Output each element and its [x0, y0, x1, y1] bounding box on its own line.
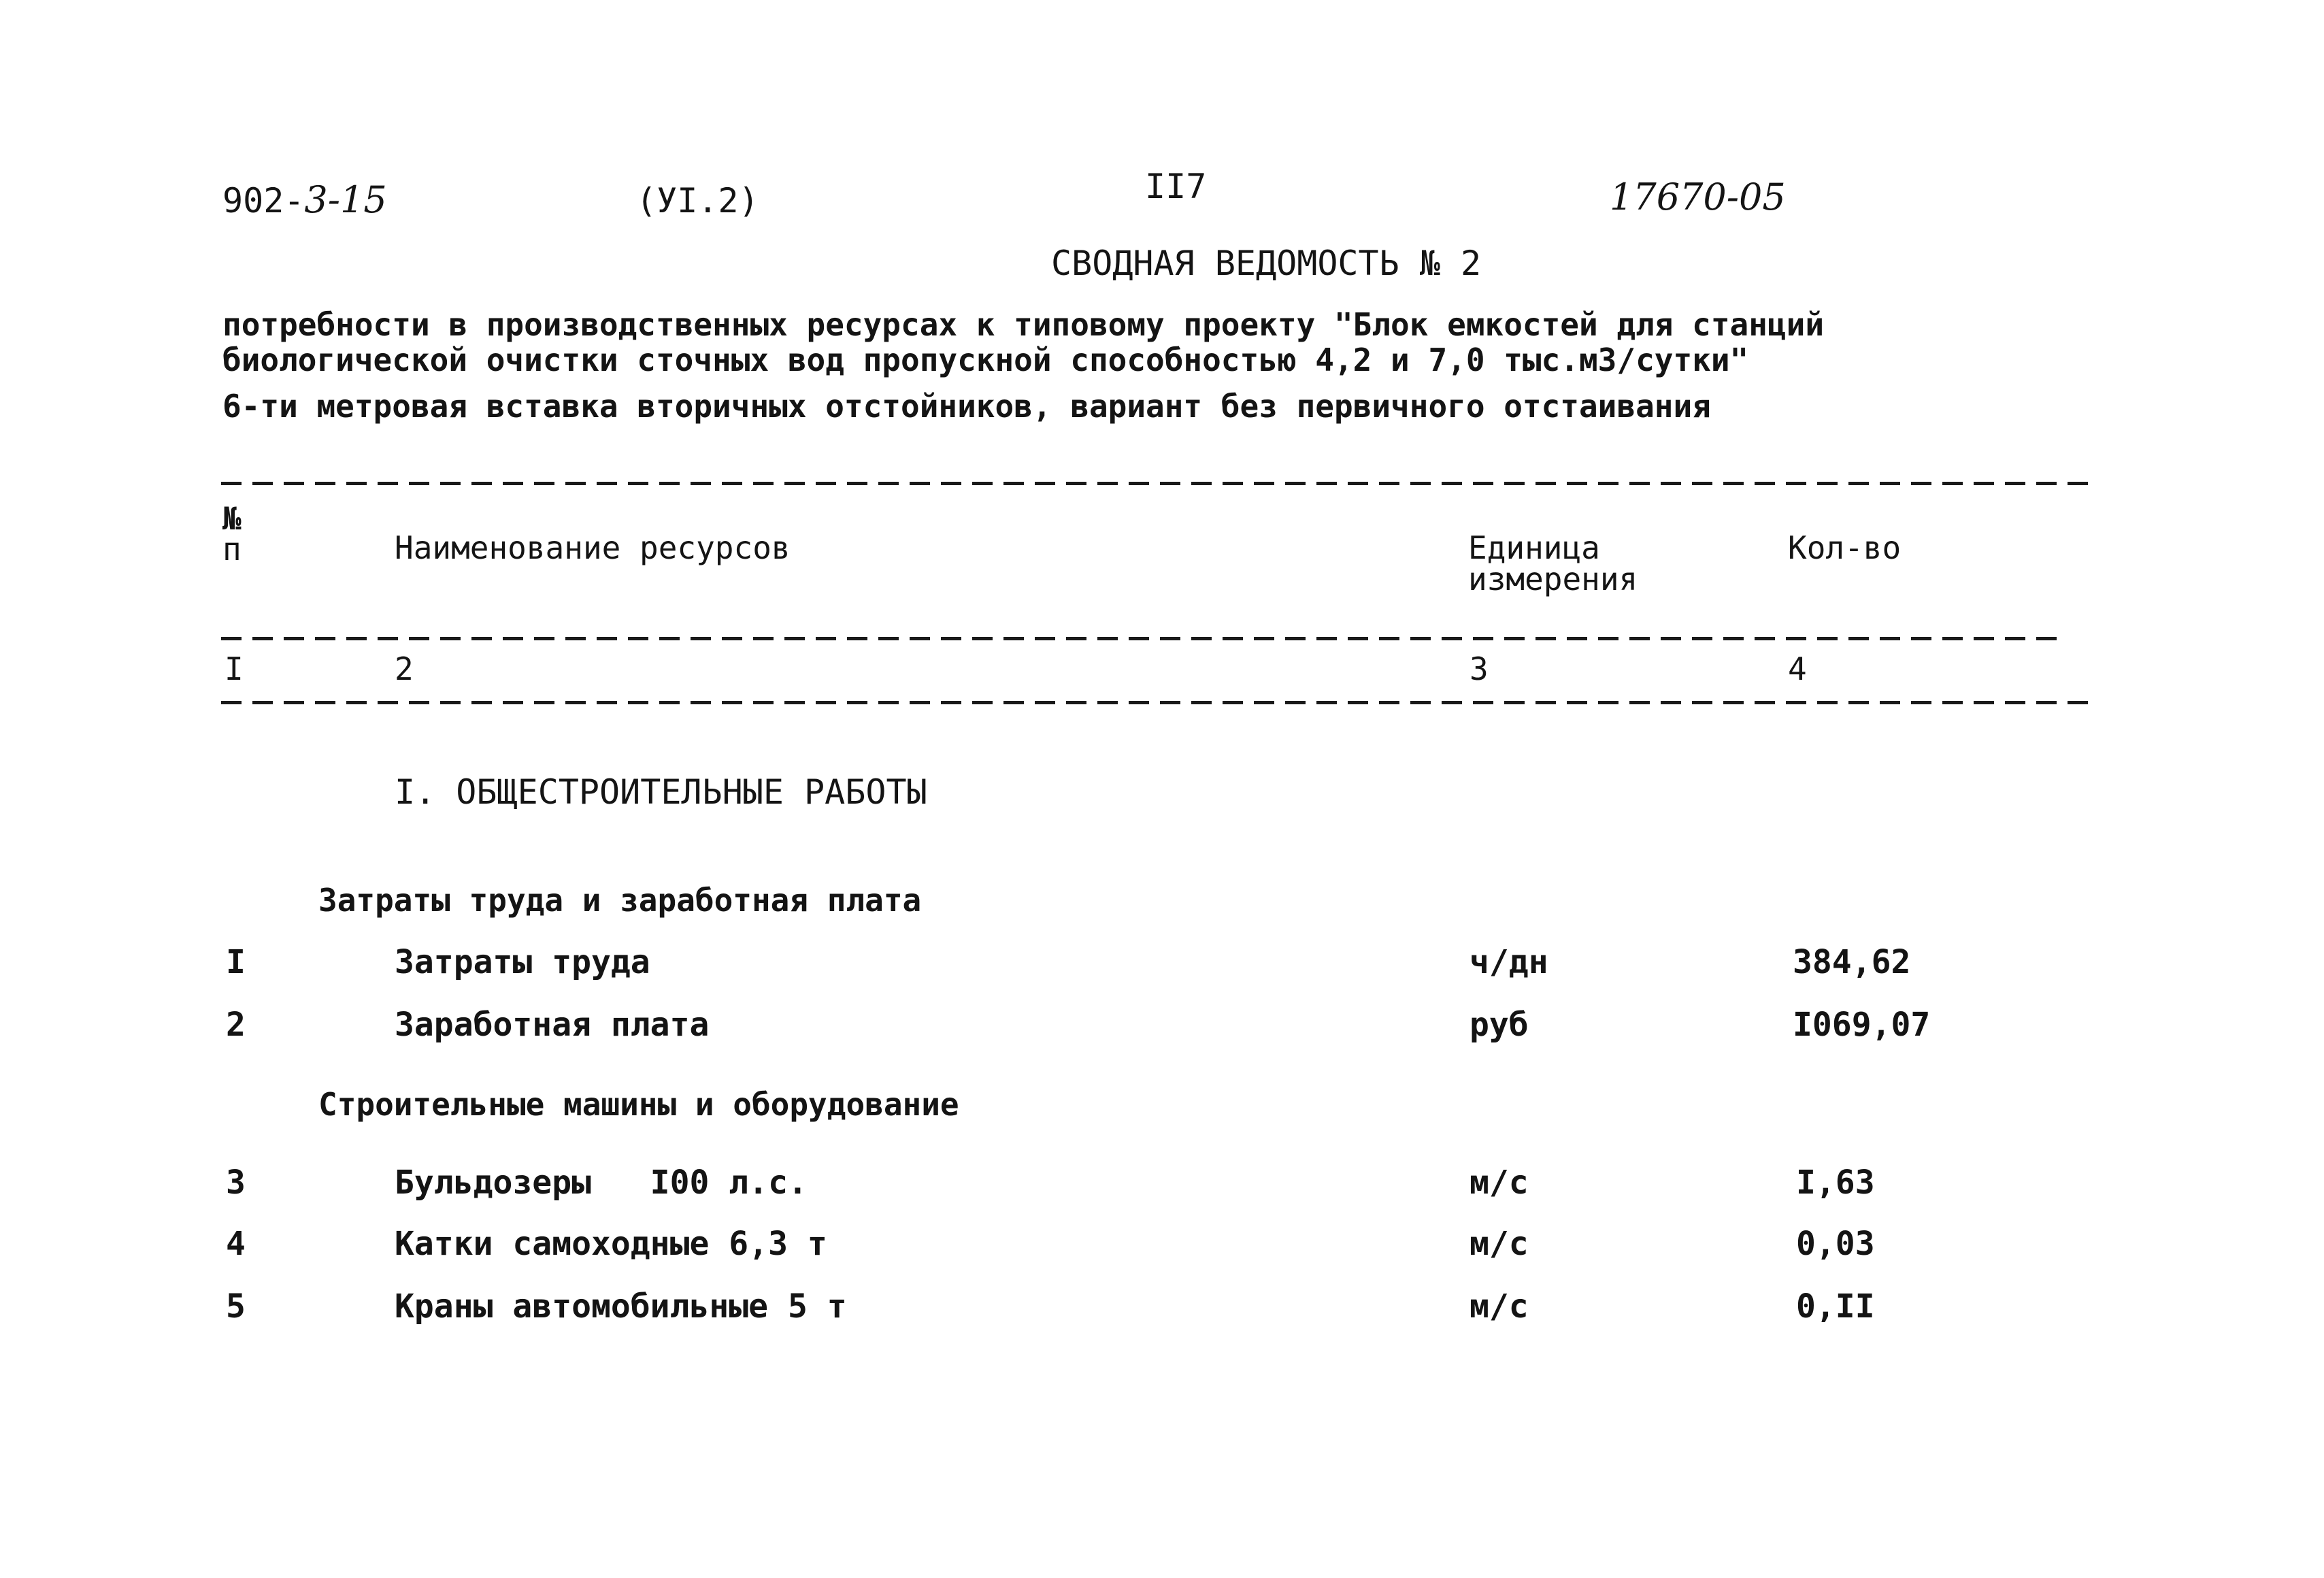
column-qty-header: Кол-во — [1788, 529, 1902, 566]
project-series-handwritten: 3-15 — [304, 178, 387, 221]
group-title-machines: Строительные машины и оборудование — [318, 1086, 959, 1123]
document-number: 17670-05 — [1610, 176, 1786, 218]
table-top-rule — [221, 482, 2099, 485]
row-quantity: 0,03 — [1796, 1225, 1875, 1263]
project-series-prefix: 902- — [222, 181, 305, 220]
column-index-1: I — [225, 651, 244, 687]
row-unit: руб — [1470, 1006, 1529, 1044]
row-unit: м/с — [1470, 1225, 1529, 1263]
intro-line-3: 6-ти метровая вставка вторичных отстойников, вариант без первичного отстаивания — [222, 388, 1711, 425]
group-title-labor: Затраты труда и заработная плата — [318, 882, 922, 919]
column-number-header-top: № — [222, 500, 242, 537]
row-unit: м/с — [1470, 1164, 1529, 1202]
row-quantity: I069,07 — [1793, 1006, 1931, 1044]
row-number: 3 — [226, 1164, 246, 1202]
table-header-rule — [221, 637, 2058, 640]
column-index-4: 4 — [1788, 651, 1807, 687]
intro-line-2: биологической очистки сточных вод пропускной способностью 4,2 и 7,0 тыс.м3/сутки" — [222, 342, 1749, 378]
column-unit-header-bottom: измерения — [1468, 561, 1638, 597]
intro-line-1: потребности в производственных ресурсах к типовому проекту "Блок емкостей для станций — [222, 306, 1825, 343]
column-index-2: 2 — [395, 651, 414, 687]
row-resource-name: Краны автомобильные 5 т — [395, 1287, 847, 1326]
section-title: I. ОБЩЕСТРОИТЕЛЬНЫЕ РАБОТЫ — [395, 772, 927, 812]
row-unit: м/с — [1470, 1287, 1529, 1326]
column-index-3: 3 — [1470, 651, 1489, 687]
column-unit-header-top: Единица — [1468, 529, 1600, 566]
row-number: I — [226, 943, 246, 981]
page-number: II7 — [1145, 167, 1207, 206]
column-number-header-bottom: п — [222, 531, 242, 568]
row-resource-name: Катки самоходные 6,3 т — [395, 1225, 827, 1263]
row-number: 2 — [226, 1006, 246, 1044]
row-resource-name: Бульдозеры I00 л.с. — [395, 1164, 808, 1202]
row-quantity: 384,62 — [1793, 943, 1911, 981]
row-resource-name: Заработная плата — [395, 1006, 710, 1044]
row-unit: ч/дн — [1470, 943, 1548, 981]
document-title: СВОДНАЯ ВЕДОМОСТЬ № 2 — [1051, 244, 1482, 283]
table-body-rule — [221, 701, 2099, 704]
row-quantity: I,63 — [1796, 1164, 1875, 1202]
project-series — [222, 178, 387, 221]
row-quantity: 0,II — [1796, 1287, 1875, 1326]
row-number: 5 — [226, 1287, 246, 1326]
column-name-header: Наименование ресурсов — [395, 529, 791, 566]
issue-label: (УI.2) — [636, 181, 759, 220]
row-resource-name: Затраты труда — [395, 943, 650, 981]
row-number: 4 — [226, 1225, 246, 1263]
